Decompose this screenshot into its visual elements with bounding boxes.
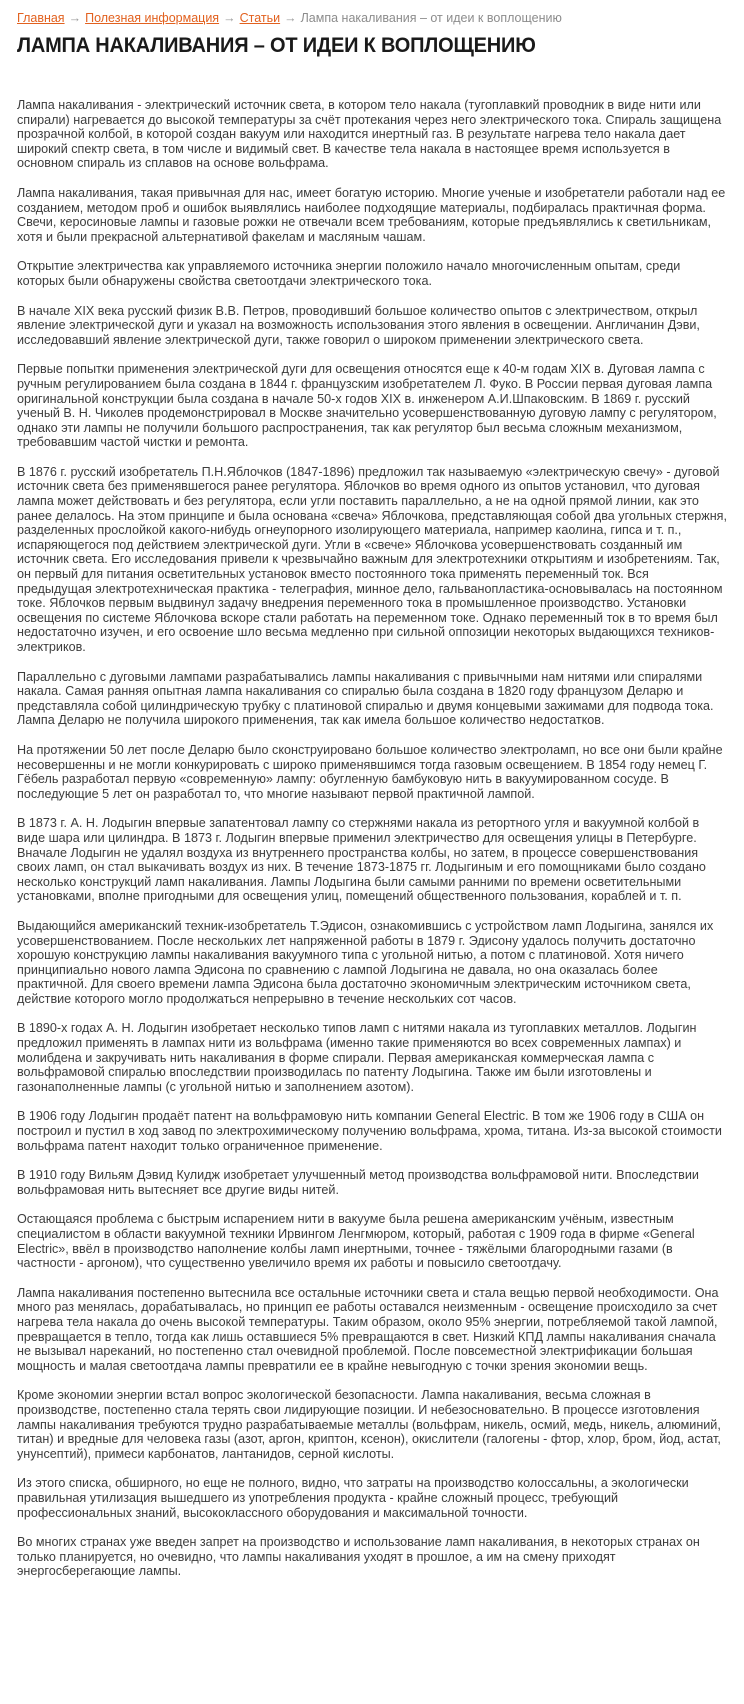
page-title: ЛАМПА НАКАЛИВАНИЯ – ОТ ИДЕИ К ВОПЛОЩЕНИЮ — [17, 34, 536, 58]
breadcrumb-separator: → — [223, 11, 236, 25]
breadcrumb-separator: → — [68, 11, 82, 25]
breadcrumb-link-home[interactable]: Главная — [17, 11, 65, 25]
breadcrumb — [17, 8, 727, 28]
article-paragraph: Остающаяся проблема с быстрым испарением нити в вакууме была решена американским учёным, известным специалистом в области вакуумной техники Ирвингом Ленгмюром, который, работая с 1909 года в фирме «General Electric», ввёл в производство наполнение колбы ламп инертными, точнее - тяжёлыми благородными газами (в частности - аргоном), что существенно увеличило время их работы и повысило светоотдачу. — [17, 1212, 695, 1271]
article-paragraph: Первые попытки применения электрической дуги для освещения относятся еще к 40-м годам XIX в. Дуговая лампа с ручным регулированием была создана в 1844 г. французским изобретателем Л. Фуко. В России первая дуговая лампа оригинальной конструкции была создана в начале 50-х годов XIX в. инженером А.И.Шпаковским. В 1869 г. русский ученый В. Н. Чиколев продемонстрировал в Москве значительно усовершенствованную дуговую лампу с регулятором, однако эти лампы не получили большого распространения, так как регулятор был весьма сложным механизмом, требовавшим частой чистки и ремонта. — [17, 362, 717, 450]
breadcrumb-separator: → — [284, 11, 297, 25]
breadcrumb-link-useful-info[interactable]: Полезная информация — [85, 11, 220, 25]
article-paragraph: В 1910 году Вильям Дэвид Кулидж изобретает улучшенный метод производства вольфрамовой нити. Впоследствии вольфрамовая нить вытесняет все другие виды нитей. — [17, 1168, 699, 1197]
article-paragraph: Лампа накаливания, такая привычная для нас, имеет богатую историю. Многие ученые и изобретатели работали над ее созданием, методом проб и ошибок выявлялись наиболее подходящие материалы, подбиралась практичная форма. Свечи, керосиновые лампы и газовые рожки не отвечали всем требованиям, которые предъявлялись к светильникам, хотя и были прекрасной альтернативой факелам и масляным чашам. — [17, 185, 726, 244]
article-paragraph: Из этого списка, обширного, но еще не полного, видно, что затраты на производство колоссальны, а экологически правильная утилизация вышедшего из употребления продукта - крайне сложный процесс, требующий профессиональных знаний, высококлассного оборудования и максимальной точности. — [17, 1476, 689, 1520]
article-paragraph: В начале XIX века русский физик В.В. Петров, проводивший большое количество опытов с электричеством, открыл явление электрической дуги и указал на возможность использования этого явления в освещении. Англичанин Дэви, исследовавший явление электрической дуги, также говорил о широком применении электрического света. — [17, 303, 700, 347]
article-paragraph: В 1890-х годах А. Н. Лодыгин изобретает несколько типов ламп с нитями накала из тугоплавких металлов. Лодыгин предложил применять в лампах нити из вольфрама (именно такие применяются во всех современных лампах) и молибдена и закручивать нить накаливания в форме спирали. Первая американская коммерческая лампа с вольфрамовой спиралью впоследствии производилась по патенту Лодыгина. Также им были изготовлены и газонаполненные лампы (с угольной нитью и заполнением азотом). — [17, 1021, 697, 1094]
article-paragraph: Выдающийся американский техник-изобретатель Т.Эдисон, ознакомившись с устройством ламп Лодыгина, занялся их усовершенствованием. После нескольких лет напряженной работы в 1879 г. Эдисону удалось получить достаточно хорошую конструкцию лампы накаливания вакуумного типа с угольной нитью, а потом с платиновой. Хотя ничего принципиально нового лампа Эдисона по сравнению с лампой Лодыгина не давала, но она оказалась более практичной. Для своего времени лампа Эдисона была достаточно экономичным электрическим источником света, действие которого могло продолжаться непрерывно в течение нескольких сот часов. — [17, 918, 714, 1006]
article-body — [17, 98, 727, 1579]
breadcrumb-current: Лампа накаливания – от идеи к воплощению — [300, 11, 562, 25]
article-paragraph: Параллельно с дуговыми лампами разрабатывались лампы накаливания с привычными нам нитями или спиралями накала. Самая ранняя опытная лампа накаливания со спиралью была создана в 1820 году французом Деларю и представляла собой цилиндрическую трубку с платиновой спиралью и двумя концевыми зажимами для подвода тока. Лампа Деларю не получила широкого применения, так как имела большое количество недостатков. — [17, 669, 714, 728]
article-paragraph: Кроме экономии энергии встал вопрос экологической безопасности. Лампа накаливания, весьма сложная в производстве, постепенно стала терять свои лидирующие позиции. И небезосновательно. В процессе изготовления лампы накаливания требуются трудно разрабатываемые металлы (вольфрам, никель, осмий, медь, никель, алюминий, титан) и вредные для человека газы (азот, аргон, криптон, ксенон), окислители (галогены - фтор, хлор, бром, йод, астат, унунсептий), примеси карбонатов, лантанидов, серной кислоты. — [17, 1388, 721, 1461]
breadcrumb-link-articles[interactable]: Статьи — [239, 11, 281, 25]
article-paragraph: Открытие электричества как управляемого источника энергии положило начало многочисленным опытам, среди которых были обнаружены свойства светоотдачи электрического тока. — [17, 259, 681, 288]
article-paragraph: На протяжении 50 лет после Деларю было сконструировано большое количество электроламп, но все они были крайне несовершенны и не могли конкурировать с широко применявшимся тогда газовым освещением. В 1854 году немец Г. Гёбель разработал первую «современную» лампу: обугленную бамбуковую нить в вакуумированном сосуде. В последующие 5 лет он разработал то, что многие называют первой практичной лампой. — [17, 742, 723, 801]
article-paragraph: Во многих странах уже введен запрет на производство и использование ламп накаливания, в некоторых странах он только планируется, но очевидно, что лампы накаливания уходят в прошлое, а им на смену приходят энергосберегающие лампы. — [17, 1535, 700, 1579]
article-paragraph: В 1876 г. русский изобретатель П.Н.Яблочков (1847-1896) предложил так называемую «электрическую свечу» - дуговой источник света без применявшегося ранее регулятора. Яблочков во время одного из опытов установил, что дуговая лампа может действовать и без регулятора, если угли поставить параллельно, а не на одной прямой линии, как это ранее делалось. На этом принципе и была основана «свеча» Яблочкова, представляющая собой два угольных стержня, разделенных прослойкой какого-нибудь огнеупорного изолирующего материала, например каолина, гипса и т. п., испаряющегося под действием электрической дуги. Угли в «свече» Яблочкова усовершенствовать созданный им источник света. Его исследования привели к чрезвычайно важным для электротехники открытиям и изобретениям. Так, он первый для питания осветительных установок вместо постоянного тока применять переменный ток. Вся предыдущая электротехническая практика - телеграфия, минное дело, гальванопластика-основывалась на постоянном токе. Яблочков первым выдвинул задачу внедрения переменного тока в промышленное производство. Установки освещения по системе Яблочкова вскоре стали работать на переменном токе. Однако переменный ток в то время был недостаточно изучен, и его освоение шло весьма медленно при сильной оппозиции некоторых выдающихся техников-электриков. — [17, 464, 727, 654]
article-paragraph: Лампа накаливания постепенно вытеснила все остальные источники света и стала вещью первой необходимости. Она много раз менялась, дорабатывалась, но принцип ее работы оставался неизменным - освещение происходило за счет нагрева тела накала до очень высокой температуры. Таким образом, около 95% энергии, потребляемой такой лампой, превращается в тепло, тогда как лишь оставшиеся 5% превращаются в свет. Низкий КПД лампы накаливания сначала не вызывал нареканий, но постепенно стал очевидной проблемой. После повсеместной электрификации большая мощность и малая светоотдача лампы превратили ее в крайне невыгодную с точки зрения экономии вещь. — [17, 1285, 719, 1373]
article-paragraph: Лампа накаливания - электрический источник света, в котором тело накала (тугоплавкий проводник в виде нити или спирали) нагревается до высокой температуры за счёт протекания через него электрического тока. Спираль защищена прозрачной колбой, в которой создан вакуум или находится инертный газ. В результате нагрева тело накала дает широкий спектр света, в том числе и видимый свет. В качестве тела накала в настоящее время используется в основном спираль из сплавов на основе вольфрама. — [17, 98, 722, 171]
article-paragraph: В 1873 г. А. Н. Лодыгин впервые запатентовал лампу со стержнями накала из ретортного угля и вакуумной колбой в виде шара или цилиндра. В 1873 г. Лодыгин впервые применил электричество для освещения улицы в Петербурге. Вначале Лодыгин не удалял воздуха из внутреннего пространства колбы, но затем, в процессе совершенствования своих ламп, он стал выкачивать воздух из них. В течение 1873-1875 гг. Лодыгиным и его помощниками было создано несколько конструкций ламп накаливания. Лампы Лодыгина были самыми ранними по времени осветительными установками, вполне пригодными для освещения улиц, помещений общественного пользования, кораблей и т. п. — [17, 816, 706, 904]
article-paragraph: В 1906 году Лодыгин продаёт патент на вольфрамовую нить компании General Electric. В том же 1906 году в США он построил и пустил в ход завод по электрохимическому получению вольфрама, хрома, титана. Из-за высокой стоимости вольфрама патент находит только ограниченное применение. — [17, 1109, 722, 1153]
